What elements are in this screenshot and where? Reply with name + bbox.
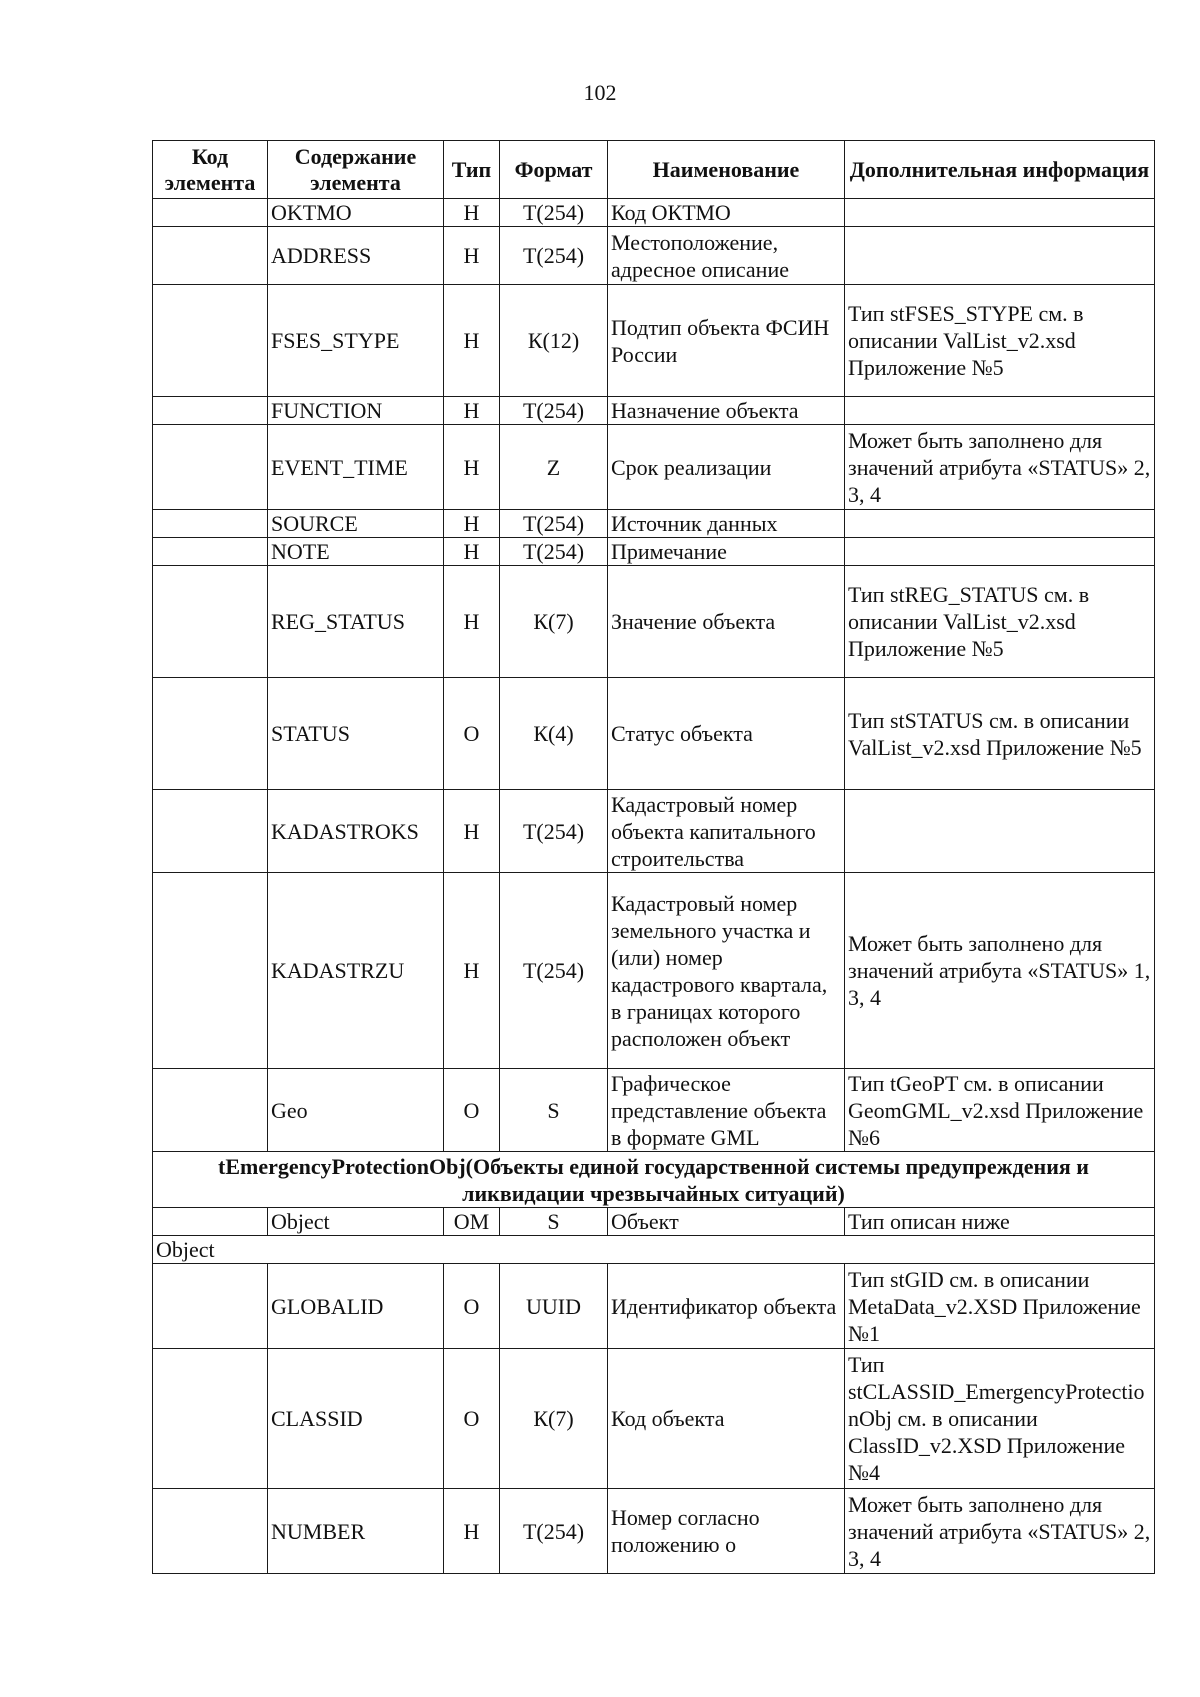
- cell-type: Н: [444, 397, 500, 425]
- cell-type: Н: [444, 425, 500, 510]
- cell-format: К(7): [500, 566, 608, 678]
- cell-type: Н: [444, 873, 500, 1069]
- cell-type: Н: [444, 566, 500, 678]
- cell-name: Код ОКТМО: [608, 199, 845, 227]
- cell-code: [153, 538, 268, 566]
- cell-code: [153, 285, 268, 397]
- cell-info: Может быть заполнено для значений атрибута «STATUS» 2, 3, 4: [845, 1489, 1155, 1574]
- table-body-part2: [153, 1264, 1155, 1574]
- cell-name: Статус объекта: [608, 678, 845, 790]
- cell-element: STATUS: [268, 678, 444, 790]
- cell-type: ОМ: [444, 1208, 500, 1236]
- cell-type: Н: [444, 510, 500, 538]
- cell-code: [153, 397, 268, 425]
- cell-info: Может быть заполнено для значений атрибута «STATUS» 1, 3, 4: [845, 873, 1155, 1069]
- cell-info: Тип stSTATUS см. в описании ValList_v2.xsd Приложение №5: [845, 678, 1155, 790]
- cell-element: GLOBALID: [268, 1264, 444, 1349]
- table-row: [153, 1264, 1155, 1349]
- cell-info: Может быть заполнено для значений атрибута «STATUS» 2, 3, 4: [845, 425, 1155, 510]
- cell-code: [153, 199, 268, 227]
- cell-info: [845, 538, 1155, 566]
- cell-code: [153, 1208, 268, 1236]
- cell-name: Значение объекта: [608, 566, 845, 678]
- header-info: Дополнительная информация: [845, 141, 1155, 199]
- cell-type: О: [444, 1349, 500, 1489]
- cell-type: О: [444, 1069, 500, 1152]
- table-row: [153, 425, 1155, 510]
- cell-format: К(12): [500, 285, 608, 397]
- cell-element: OKTMO: [268, 199, 444, 227]
- table-row: [153, 285, 1155, 397]
- header-code: Код элемента: [153, 141, 268, 199]
- cell-info: [845, 397, 1155, 425]
- page-number: 102: [583, 80, 617, 105]
- cell-name: Идентификатор объекта: [608, 1264, 845, 1349]
- cell-format: UUID: [500, 1264, 608, 1349]
- cell-element: NUMBER: [268, 1489, 444, 1574]
- header-name: Наименование: [608, 141, 845, 199]
- cell-element: KADASTROKS: [268, 790, 444, 873]
- table-row: [153, 873, 1155, 1069]
- group-label: Object: [153, 1236, 1155, 1264]
- table-row: [153, 397, 1155, 425]
- cell-name: Срок реализации: [608, 425, 845, 510]
- cell-element: REG_STATUS: [268, 566, 444, 678]
- cell-code: [153, 425, 268, 510]
- cell-format: T(254): [500, 199, 608, 227]
- cell-type: О: [444, 1264, 500, 1349]
- section-title: tEmergencyProtectionObj(Объекты единой государственной системы предупреждения и ликвидации чрезвычайных ситуаций): [153, 1152, 1155, 1208]
- section-title-row: [153, 1152, 1155, 1208]
- cell-format: T(254): [500, 873, 608, 1069]
- cell-type: Н: [444, 790, 500, 873]
- cell-format: T(254): [500, 397, 608, 425]
- table-row: [153, 538, 1155, 566]
- cell-format: К(7): [500, 1349, 608, 1489]
- cell-info: [845, 199, 1155, 227]
- header-type: Тип: [444, 141, 500, 199]
- cell-info: Тип tGeoPT см. в описании GeomGML_v2.xsd Приложение №6: [845, 1069, 1155, 1152]
- cell-name: Подтип объекта ФСИН России: [608, 285, 845, 397]
- cell-name: Кадастровый номер земельного участка и (или) номер кадастрового квартала, в границах которого расположен объект: [608, 873, 845, 1069]
- cell-type: Н: [444, 199, 500, 227]
- cell-name: Номер согласно положению о: [608, 1489, 845, 1574]
- table-row: [153, 790, 1155, 873]
- table-row: [153, 227, 1155, 285]
- table-header-row: [153, 141, 1155, 199]
- table-row: [153, 1489, 1155, 1574]
- cell-element: Geo: [268, 1069, 444, 1152]
- group-label-row: [153, 1236, 1155, 1264]
- cell-format: S: [500, 1208, 608, 1236]
- cell-element: ADDRESS: [268, 227, 444, 285]
- cell-type: О: [444, 678, 500, 790]
- cell-element: SOURCE: [268, 510, 444, 538]
- cell-element: CLASSID: [268, 1349, 444, 1489]
- cell-info: Тип stGID см. в описании MetaData_v2.XSD Приложение №1: [845, 1264, 1155, 1349]
- table-section: [153, 1152, 1155, 1264]
- cell-code: [153, 1069, 268, 1152]
- cell-code: [153, 510, 268, 538]
- cell-info: Тип stREG_STATUS см. в описании ValList_v2.xsd Приложение №5: [845, 566, 1155, 678]
- cell-code: [153, 678, 268, 790]
- cell-info: [845, 510, 1155, 538]
- cell-code: [153, 1349, 268, 1489]
- table-row: [153, 199, 1155, 227]
- cell-element: KADASTRZU: [268, 873, 444, 1069]
- cell-code: [153, 566, 268, 678]
- cell-type: Н: [444, 1489, 500, 1574]
- cell-info: Тип описан ниже: [845, 1208, 1155, 1236]
- table-row: [153, 1069, 1155, 1152]
- cell-element: EVENT_TIME: [268, 425, 444, 510]
- table-row: [153, 1349, 1155, 1489]
- cell-format: S: [500, 1069, 608, 1152]
- cell-code: [153, 1264, 268, 1349]
- cell-code: [153, 873, 268, 1069]
- cell-format: T(254): [500, 1489, 608, 1574]
- cell-type: Н: [444, 538, 500, 566]
- cell-name: Код объекта: [608, 1349, 845, 1489]
- cell-name: Графическое представление объекта в формате GML: [608, 1069, 845, 1152]
- cell-name: Назначение объекта: [608, 397, 845, 425]
- cell-info: [845, 790, 1155, 873]
- cell-format: К(4): [500, 678, 608, 790]
- cell-format: T(254): [500, 538, 608, 566]
- cell-code: [153, 227, 268, 285]
- table-row: [153, 678, 1155, 790]
- cell-element: Object: [268, 1208, 444, 1236]
- cell-name: Объект: [608, 1208, 845, 1236]
- cell-info: Тип stCLASSID_EmergencyProtectionObj см. в описании ClassID_v2.XSD Приложение №4: [845, 1349, 1155, 1489]
- cell-info: Тип stFSES_STYPE см. в описании ValList_v2.xsd Приложение №5: [845, 285, 1155, 397]
- cell-code: [153, 790, 268, 873]
- table-row: [153, 566, 1155, 678]
- header-format: Формат: [500, 141, 608, 199]
- cell-element: FSES_STYPE: [268, 285, 444, 397]
- cell-type: Н: [444, 227, 500, 285]
- cell-name: Кадастровый номер объекта капитального строительства: [608, 790, 845, 873]
- header-content: Содержание элемента: [268, 141, 444, 199]
- object-row: [153, 1208, 1155, 1236]
- cell-format: T(254): [500, 790, 608, 873]
- element-spec-table: [152, 140, 1155, 1574]
- table-row: [153, 510, 1155, 538]
- cell-code: [153, 1489, 268, 1574]
- cell-name: Местоположение, адресное описание: [608, 227, 845, 285]
- cell-name: Примечание: [608, 538, 845, 566]
- cell-name: Источник данных: [608, 510, 845, 538]
- cell-info: [845, 227, 1155, 285]
- cell-type: Н: [444, 285, 500, 397]
- cell-element: NOTE: [268, 538, 444, 566]
- cell-format: Z: [500, 425, 608, 510]
- table-body-part1: [153, 199, 1155, 1152]
- cell-format: T(254): [500, 227, 608, 285]
- cell-element: FUNCTION: [268, 397, 444, 425]
- cell-format: T(254): [500, 510, 608, 538]
